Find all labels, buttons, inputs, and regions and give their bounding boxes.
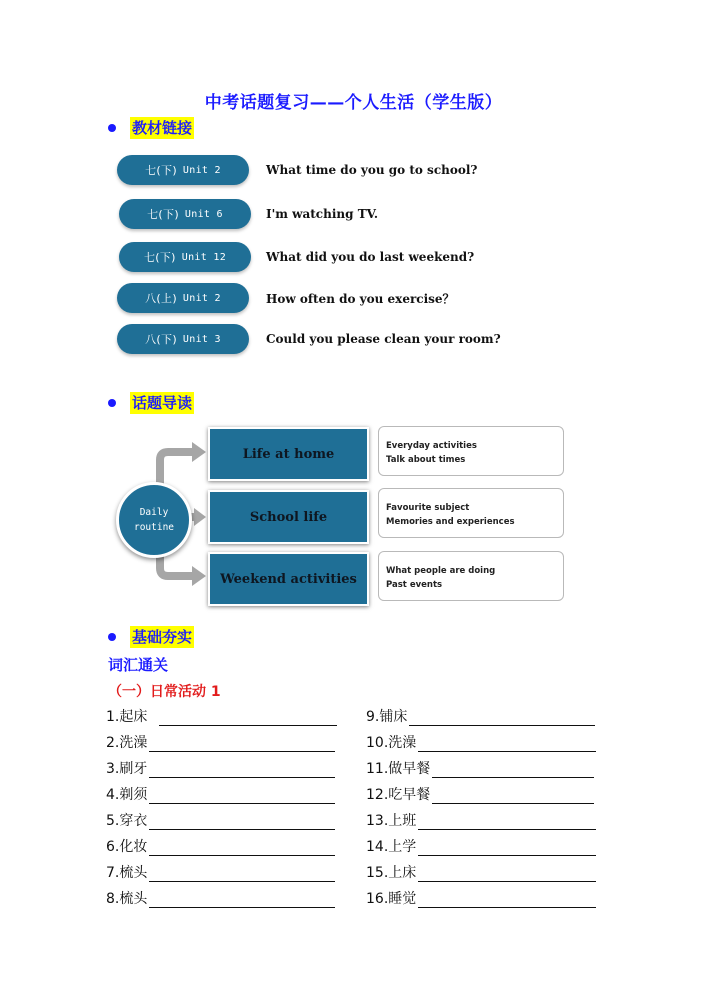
unit-grade: 八(下) [145,333,177,346]
answer-blank[interactable] [149,840,335,856]
description-line: Everyday activities [386,441,477,451]
unit-question: What did you do last weekend? [266,250,475,264]
description-line: Memories and experiences [386,517,515,527]
unit-pill [117,155,249,185]
vocab-item [106,732,335,752]
unit-question: I'm watching TV. [266,207,379,221]
topic-box: Life at home [208,427,369,481]
description-line: Favourite subject [386,503,470,513]
vocab-item [106,758,335,778]
answer-blank[interactable] [418,892,596,908]
bullet-icon [108,633,116,641]
unit-grade: 七(下) [143,251,176,264]
topic-box: School life [208,490,369,544]
section-title: 教材链接 [132,119,193,137]
vocab-item [106,862,335,882]
vocab-item [106,706,337,726]
arrow-up-path [160,452,194,484]
vocab-label: 10.洗澡 [366,735,417,751]
vocab-label: 12.吃早餐 [366,787,431,803]
arrow-up-head [192,442,206,462]
answer-blank[interactable] [418,840,596,856]
answer-blank[interactable] [149,762,335,778]
vocab-subheading: （一）日常活动 1 [108,684,221,700]
bullet-icon [108,124,116,132]
vocab-label: 5.穿衣 [106,813,148,829]
unit-grade: 七(下) [145,164,177,177]
circle-label-line2: routine [133,522,175,533]
unit-grade: 八(上) [145,292,177,305]
unit-number: Unit 2 [182,292,221,304]
description-line: What people are doing [386,566,496,576]
answer-blank[interactable] [409,710,595,726]
circle-label-line1: Daily [139,507,169,518]
answer-blank[interactable] [418,736,596,752]
unit-number: Unit 6 [184,208,223,220]
daily-routine-circle [116,482,192,558]
vocab-item [366,888,596,908]
answer-blank[interactable] [418,814,596,830]
vocab-label: 11.做早餐 [366,761,431,777]
answer-blank[interactable] [159,710,337,726]
vocab-item [106,836,335,856]
unit-pill [117,283,249,313]
description-line: Talk about times [386,455,466,465]
vocab-item [366,810,596,830]
unit-question: Could you please clean your room? [266,332,501,346]
vocab-label: 1.起床 [106,709,148,725]
topic-diagram [108,422,578,610]
section-title: 基础夯实 [132,628,193,646]
topic-box: Weekend activities [208,552,369,606]
answer-blank[interactable] [149,736,335,752]
vocab-label: 6.化妆 [106,839,148,855]
vocab-label: 8.梳头 [106,891,148,907]
vocab-item [106,810,335,830]
vocab-item [366,706,595,726]
vocab-item [366,758,594,778]
vocab-label: 4.剃须 [106,787,148,803]
topic-description [378,426,564,476]
unit-number: Unit 3 [182,333,221,345]
unit-pill [119,199,251,229]
vocab-item [106,888,335,908]
section-heading-textbook-links [108,116,194,140]
bullet-icon [108,399,116,407]
description-line: Past events [386,580,443,590]
vocab-item [366,836,596,856]
unit-pill [119,242,251,272]
unit-grade: 七(下) [147,208,179,221]
answer-blank[interactable] [432,762,594,778]
vocab-item [366,732,596,752]
arrow-mid-head [194,508,206,526]
vocab-label: 13.上班 [366,813,417,829]
arrow-down-head [192,566,206,586]
answer-blank[interactable] [432,788,594,804]
section-heading-foundation [108,625,194,649]
answer-blank[interactable] [149,866,335,882]
answer-blank[interactable] [149,788,335,804]
vocab-item [366,784,594,804]
vocab-label: 3.刷牙 [106,761,148,777]
unit-question: What time do you go to school? [266,163,478,177]
unit-question: How often do you exercise？ [266,292,455,306]
vocab-item [366,862,596,882]
answer-blank[interactable] [418,866,596,882]
page-title: 中考话题复习——个人生活（学生版） [204,93,503,113]
vocab-item [106,784,335,804]
vocab-label: 16.睡觉 [366,891,417,907]
section-title: 话题导读 [132,394,193,412]
section-heading-topic-reading [108,391,194,415]
answer-blank[interactable] [149,814,335,830]
vocab-label: 9.铺床 [366,709,408,725]
topic-description [378,551,564,601]
vocab-label: 2.洗澡 [106,735,148,751]
unit-number: Unit 12 [181,251,227,263]
topic-description [378,488,564,538]
vocab-heading: 词汇通关 [108,656,169,674]
vocab-label: 15.上床 [366,865,417,881]
vocab-label: 7.梳头 [106,865,148,881]
vocab-label: 14.上学 [366,839,417,855]
answer-blank[interactable] [149,892,335,908]
unit-number: Unit 2 [182,164,221,176]
unit-pill [117,324,249,354]
